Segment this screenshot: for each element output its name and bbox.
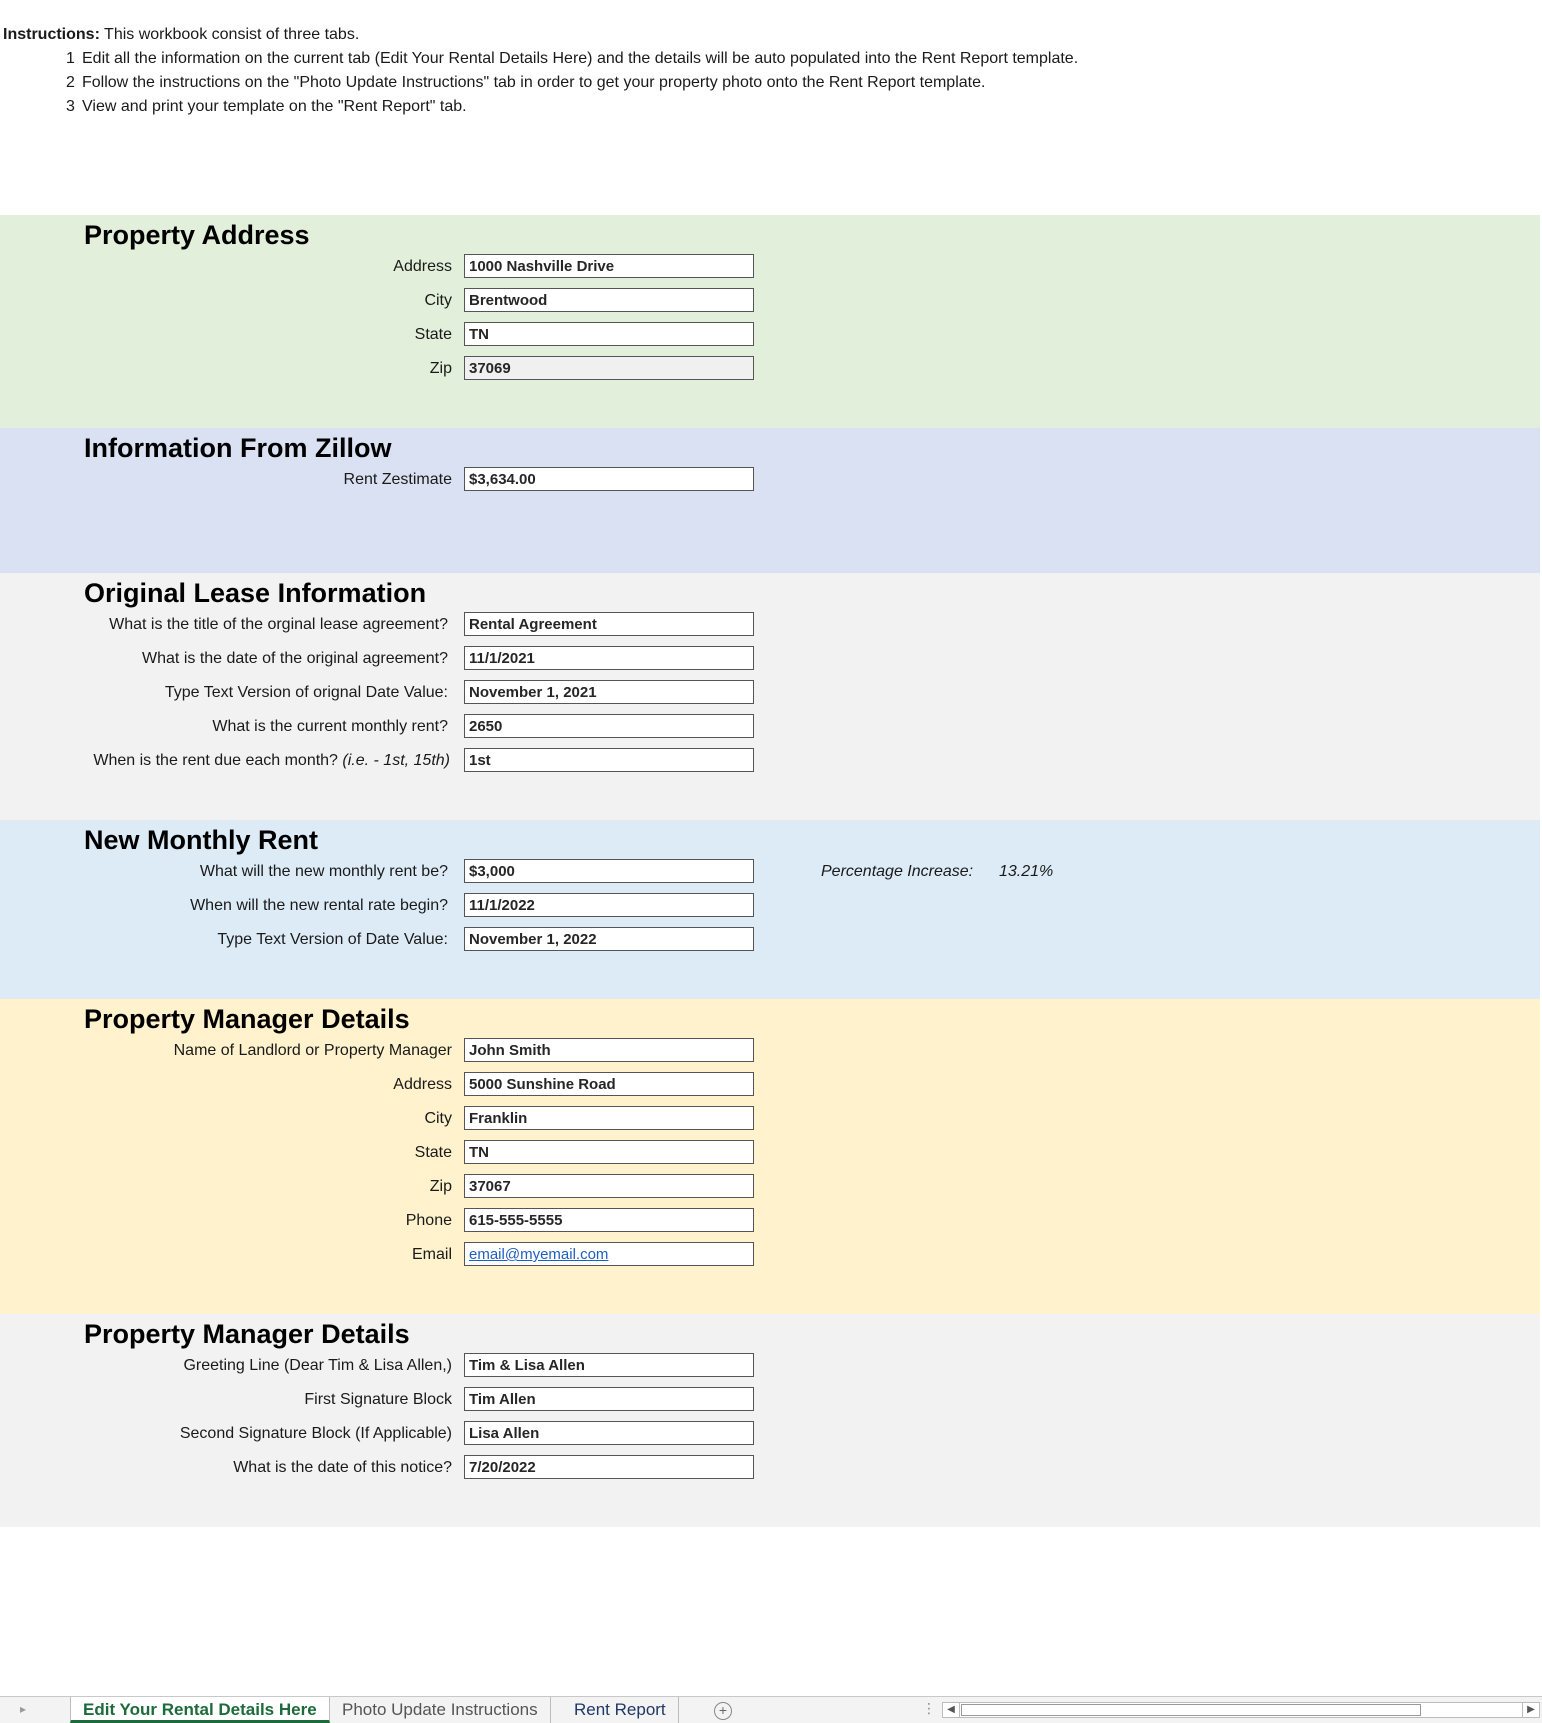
instruction-step [66,98,467,116]
tab-rent-report[interactable]: Rent Report [562,1697,679,1723]
manager-email-label: Email [411,1246,452,1263]
step-text: View and print your template on the "Rent Report" tab. [82,98,467,115]
zip-field[interactable]: 37069 [464,356,754,380]
rent-due-question-text: When is the rent due each month? [93,752,338,769]
manager-phone-field[interactable]: 615-555-5555 [464,1208,754,1232]
notice-date-field[interactable]: 7/20/2022 [464,1455,754,1479]
instructions-intro: This workbook consist of three tabs. [99,26,360,43]
section-title: New Monthly Rent [84,825,318,855]
manager-state-label: State [414,1144,452,1161]
second-signature-field[interactable]: Lisa Allen [464,1421,754,1445]
manager-state-field[interactable]: TN [464,1140,754,1164]
manager-name-field[interactable]: John Smith [464,1038,754,1062]
new-rent-field[interactable]: $3,000 [464,859,754,883]
state-field[interactable]: TN [464,322,754,346]
scrollbar-thumb[interactable] [961,1704,1421,1716]
new-rent-begin-field[interactable]: 11/1/2022 [464,893,754,917]
manager-zip-label: Zip [429,1178,452,1195]
instructions [3,26,359,44]
property-address-section [0,215,1540,428]
percentage-increase-label: Percentage Increase: [821,863,974,880]
section-title: Information From Zillow [84,433,392,463]
city-label: City [424,292,452,309]
address-field[interactable]: 1000 Nashville Drive [464,254,754,278]
section-title: Original Lease Information [84,578,427,608]
tab-photo-update-instructions[interactable]: Photo Update Instructions [330,1697,551,1723]
rent-due-field[interactable]: 1st [464,748,754,772]
step-number: 1 [66,50,75,67]
new-rent-section [0,820,1540,999]
manager-name-label: Name of Landlord or Property Manager [173,1042,452,1059]
second-signature-label: Second Signature Block (If Applicable) [179,1425,452,1442]
step-text: Follow the instructions on the "Photo Update Instructions" tab in order to get your property photo onto the Rent Report template. [82,74,986,91]
new-rent-text-date-field[interactable]: November 1, 2022 [464,927,754,951]
manager-city-label: City [424,1110,452,1127]
greeting-line-field[interactable]: Tim & Lisa Allen [464,1353,754,1377]
instruction-step [66,74,985,92]
manager-phone-label: Phone [405,1212,452,1229]
original-lease-section [0,573,1540,820]
city-field[interactable]: Brentwood [464,288,754,312]
first-signature-field[interactable]: Tim Allen [464,1387,754,1411]
current-rent-question: What is the current monthly rent? [212,718,448,735]
rent-zestimate-label: Rent Zestimate [343,471,452,488]
lease-date-question: What is the date of the original agreement? [142,650,448,667]
step-number: 3 [66,98,75,115]
section-title: Property Address [84,220,310,250]
add-sheet-icon[interactable]: + [714,1702,732,1720]
scroll-left-icon[interactable]: ◀ [943,1703,960,1717]
state-label: State [414,326,452,343]
step-text: Edit all the information on the current tab (Edit Your Rental Details Here) and the details will be auto populated into the Rent Report template. [82,50,1079,67]
zip-label: Zip [429,360,452,377]
notice-date-label: What is the date of this notice? [233,1459,452,1476]
sheet-tab-bar [0,1696,1542,1723]
horizontal-scrollbar[interactable] [942,1702,1540,1718]
lease-title-field[interactable]: Rental Agreement [464,612,754,636]
tenant-details-section [0,1314,1540,1527]
lease-title-question: What is the title of the orginal lease agreement? [109,616,448,633]
manager-email-field[interactable]: email@myemail.com [464,1242,754,1266]
first-signature-label: First Signature Block [304,1391,452,1408]
manager-address-field[interactable]: 5000 Sunshine Road [464,1072,754,1096]
rent-due-question [93,752,450,770]
lease-text-date-question: Type Text Version of orignal Date Value: [164,684,448,701]
instructions-heading: Instructions: [3,26,100,43]
zillow-section [0,428,1540,573]
new-rent-text-date-question: Type Text Version of Date Value: [217,931,448,948]
lease-date-field[interactable]: 11/1/2021 [464,646,754,670]
section-title: Property Manager Details [84,1319,410,1349]
lease-text-date-field[interactable]: November 1, 2021 [464,680,754,704]
section-title: Property Manager Details [84,1004,410,1034]
new-rent-begin-question: When will the new rental rate begin? [190,897,448,914]
manager-city-field[interactable]: Franklin [464,1106,754,1130]
new-rent-question: What will the new monthly rent be? [199,863,448,880]
splitter-handle-icon[interactable]: ⋮ [922,1700,936,1716]
manager-address-label: Address [393,1076,452,1093]
rent-due-hint: (i.e. - 1st, 15th) [337,752,450,769]
tab-edit-rental-details[interactable]: Edit Your Rental Details Here [70,1697,330,1723]
rent-zestimate-field[interactable]: $3,634.00 [464,467,754,491]
instruction-step [66,50,1078,68]
greeting-line-label: Greeting Line (Dear Tim & Lisa Allen,) [183,1357,452,1374]
address-label: Address [393,258,452,275]
current-rent-field[interactable]: 2650 [464,714,754,738]
manager-zip-field[interactable]: 37067 [464,1174,754,1198]
scroll-right-icon[interactable]: ▶ [1522,1703,1539,1717]
scroll-tabs-left-icon[interactable]: ▸ [20,1702,27,1716]
step-number: 2 [66,74,75,91]
percentage-increase-value: 13.21% [999,863,1054,880]
property-manager-section [0,999,1540,1314]
